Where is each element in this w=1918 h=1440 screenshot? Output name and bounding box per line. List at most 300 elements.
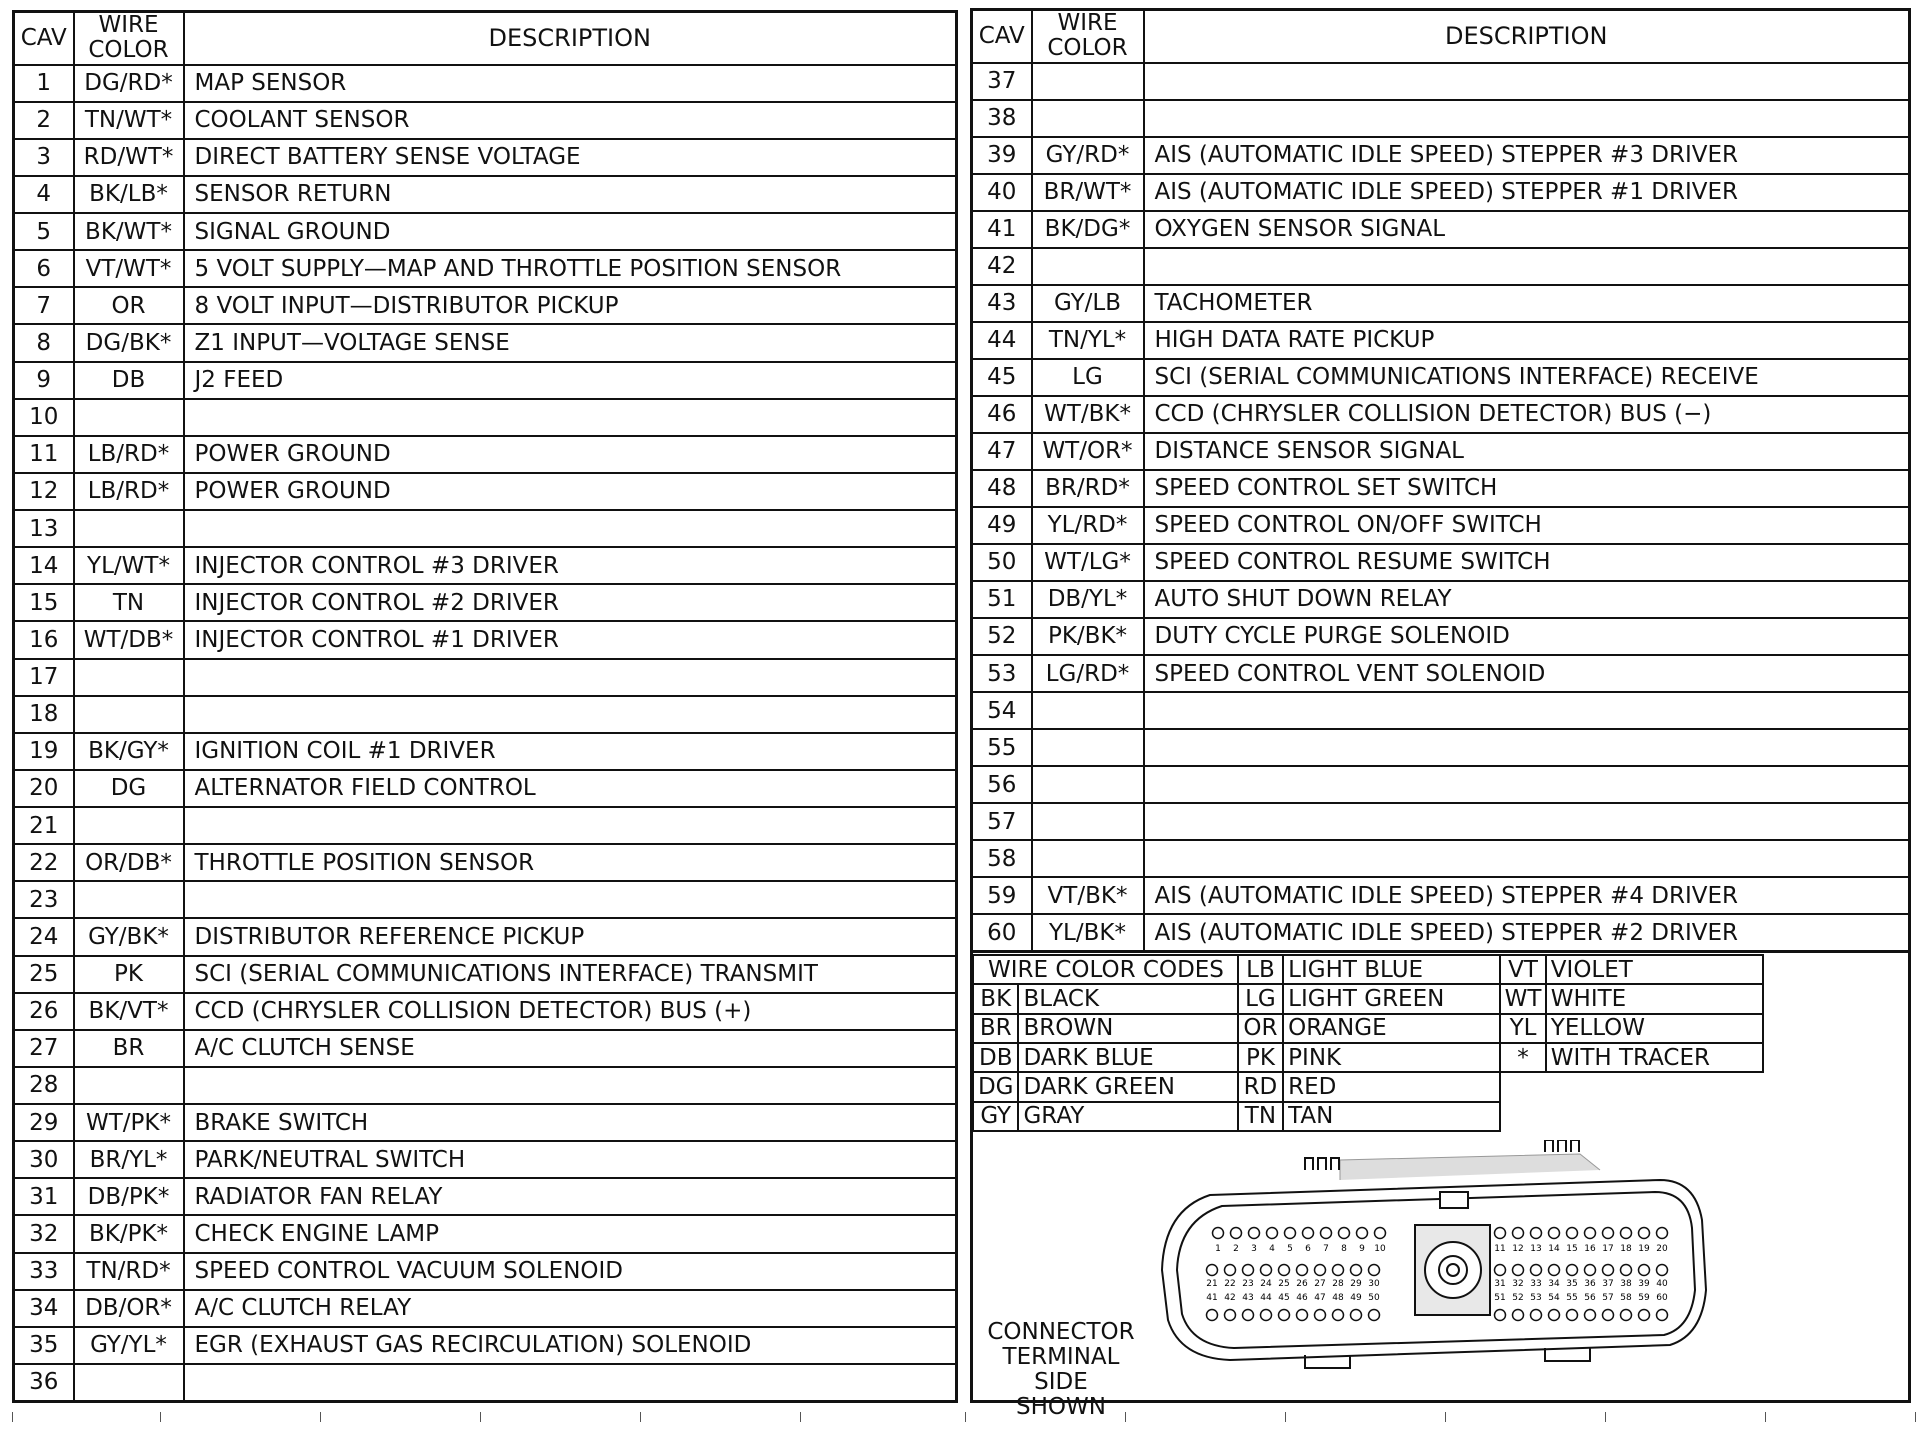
- legend-code: TN: [1238, 1102, 1283, 1131]
- table-row: [972, 396, 1910, 433]
- table-row: [14, 473, 957, 510]
- description-cell: SPEED CONTROL VENT SOLENOID: [1144, 655, 1910, 692]
- table-row: [972, 692, 1910, 729]
- table-row: [14, 102, 957, 139]
- description-cell: A/C CLUTCH RELAY: [184, 1290, 957, 1327]
- cav-cell: 24: [14, 918, 74, 955]
- edge-tick: [1915, 1412, 1916, 1422]
- cav-cell: 4: [14, 176, 74, 213]
- wire-color-cell: TN: [74, 584, 184, 621]
- wire-color-cell: [1032, 692, 1144, 729]
- cav-cell: 18: [14, 696, 74, 733]
- pin-number: 56: [1584, 1293, 1596, 1303]
- pin-number: 8: [1341, 1244, 1347, 1254]
- table-row: [14, 213, 957, 250]
- pin-hole: [1495, 1265, 1506, 1276]
- cav-cell: 12: [14, 473, 74, 510]
- table-row: [14, 1104, 957, 1141]
- table-row: [14, 139, 957, 176]
- table-row: [972, 877, 1910, 914]
- cav-cell: 54: [972, 692, 1032, 729]
- pin-number: 6: [1305, 1244, 1311, 1254]
- wire-color-cell: BR/WT*: [1032, 174, 1144, 211]
- legend-code: VT: [1500, 955, 1545, 984]
- cav-cell: 31: [14, 1178, 74, 1215]
- cav-cell: 10: [14, 399, 74, 436]
- table-row: [14, 807, 957, 844]
- cav-cell: 5: [14, 213, 74, 250]
- description-cell: EGR (EXHAUST GAS RECIRCULATION) SOLENOID: [184, 1327, 957, 1364]
- legend-color-name: BLACK: [1018, 984, 1237, 1013]
- wire-color-cell: YL/BK*: [1032, 914, 1144, 951]
- pin-number: 50: [1368, 1293, 1380, 1303]
- pin-number: 45: [1278, 1293, 1290, 1303]
- cav-cell: 15: [14, 584, 74, 621]
- pin-number: 23: [1242, 1279, 1254, 1289]
- pin-number: 46: [1296, 1293, 1308, 1303]
- wire-color-cell: VT/BK*: [1032, 877, 1144, 914]
- cav-cell: 38: [972, 100, 1032, 137]
- legend-color-name: TAN: [1283, 1102, 1500, 1131]
- pin-number: 1: [1215, 1244, 1221, 1254]
- table-row: [972, 433, 1910, 470]
- pin-hole: [1549, 1265, 1560, 1276]
- table-row: [972, 914, 1910, 951]
- description-cell: SPEED CONTROL SET SWITCH: [1144, 470, 1910, 507]
- description-cell: HIGH DATA RATE PICKUP: [1144, 322, 1910, 359]
- cav-cell: 26: [14, 993, 74, 1030]
- table-row: [972, 544, 1910, 581]
- wire-header-line1: WIRE: [98, 12, 159, 39]
- table-row: [972, 618, 1910, 655]
- description-cell: 5 VOLT SUPPLY—MAP AND THROTTLE POSITION SENSOR: [184, 250, 957, 287]
- description-cell: [184, 1067, 957, 1104]
- pin-hole: [1567, 1310, 1578, 1321]
- cav-cell: 8: [14, 324, 74, 361]
- pin-hole: [1267, 1228, 1278, 1239]
- cav-cell: 43: [972, 285, 1032, 322]
- edge-tick: [1605, 1412, 1606, 1422]
- pinout-table-left: [12, 10, 958, 1403]
- wire-color-cell: BK/GY*: [74, 733, 184, 770]
- wire-color-cell: [74, 399, 184, 436]
- cav-cell: 25: [14, 956, 74, 993]
- wire-color-cell: [74, 696, 184, 733]
- pin-number: 16: [1584, 1244, 1596, 1254]
- legend-code: LB: [1238, 955, 1283, 984]
- cav-cell: 41: [972, 211, 1032, 248]
- pin-number: 20: [1656, 1244, 1668, 1254]
- pin-number: 43: [1242, 1293, 1254, 1303]
- pin-hole: [1639, 1228, 1650, 1239]
- table-row: [14, 918, 957, 955]
- edge-tick: [320, 1412, 321, 1422]
- wire-color-cell: GY/BK*: [74, 918, 184, 955]
- pin-number: 21: [1206, 1279, 1218, 1289]
- cav-cell: 11: [14, 436, 74, 473]
- table-row: [14, 1327, 957, 1364]
- legend-color-name: DARK GREEN: [1018, 1072, 1237, 1101]
- description-cell: [184, 807, 957, 844]
- cav-cell: 55: [972, 729, 1032, 766]
- description-cell: AUTO SHUT DOWN RELAY: [1144, 581, 1910, 618]
- cav-cell: 23: [14, 881, 74, 918]
- pin-number: 17: [1602, 1244, 1614, 1254]
- table-row: [972, 322, 1910, 359]
- wire-color-cell: [1032, 248, 1144, 285]
- cav-cell: 6: [14, 250, 74, 287]
- table-row: [972, 840, 1910, 877]
- cav-cell: 60: [972, 914, 1032, 951]
- cav-header: CAV: [14, 12, 74, 65]
- description-cell: TACHOMETER: [1144, 285, 1910, 322]
- pin-number: 26: [1296, 1279, 1308, 1289]
- table-row: [14, 510, 957, 547]
- wire-color-cell: WT/DB*: [74, 621, 184, 658]
- description-cell: CHECK ENGINE LAMP: [184, 1215, 957, 1252]
- table-header-row: [14, 12, 957, 65]
- description-cell: DUTY CYCLE PURGE SOLENOID: [1144, 618, 1910, 655]
- pin-hole: [1531, 1265, 1542, 1276]
- table-row: [14, 881, 957, 918]
- table-row: [14, 1178, 957, 1215]
- description-cell: SCI (SERIAL COMMUNICATIONS INTERFACE) TRANSMIT: [184, 956, 957, 993]
- pin-number: 3: [1251, 1244, 1257, 1254]
- description-cell: [1144, 729, 1910, 766]
- cav-cell: 40: [972, 174, 1032, 211]
- pin-hole: [1243, 1310, 1254, 1321]
- pin-number: 25: [1278, 1279, 1290, 1289]
- cav-cell: 37: [972, 63, 1032, 100]
- legend-color-name: ORANGE: [1283, 1014, 1500, 1043]
- cav-cell: 48: [972, 470, 1032, 507]
- connector-body: [1162, 1140, 1706, 1368]
- cav-cell: 1: [14, 65, 74, 102]
- cav-cell: 29: [14, 1104, 74, 1141]
- description-cell: [184, 696, 957, 733]
- description-cell: 8 VOLT INPUT—DISTRIBUTOR PICKUP: [184, 287, 957, 324]
- description-cell: COOLANT SENSOR: [184, 102, 957, 139]
- wire-header-line2: COLOR: [88, 37, 169, 64]
- description-cell: POWER GROUND: [184, 436, 957, 473]
- pin-hole: [1621, 1310, 1632, 1321]
- pin-hole: [1357, 1228, 1368, 1239]
- pin-hole: [1303, 1228, 1314, 1239]
- pin-number: 59: [1638, 1293, 1650, 1303]
- caption-line: SHOWN: [1016, 1394, 1106, 1420]
- legend-row: [973, 1072, 1763, 1101]
- table-row: [972, 137, 1910, 174]
- description-cell: SENSOR RETURN: [184, 176, 957, 213]
- description-cell: SPEED CONTROL ON/OFF SWITCH: [1144, 507, 1910, 544]
- legend-row: [973, 984, 1763, 1013]
- wire-color-cell: WT/LG*: [1032, 544, 1144, 581]
- legend-row: [973, 1043, 1763, 1072]
- pin-number: 22: [1224, 1279, 1236, 1289]
- page-edge-ticks: [0, 1412, 1918, 1426]
- edge-tick: [800, 1412, 801, 1422]
- pin-number: 42: [1224, 1293, 1236, 1303]
- pin-number: 38: [1620, 1279, 1632, 1289]
- table-row: [972, 803, 1910, 840]
- table-row: [972, 655, 1910, 692]
- cav-cell: 27: [14, 1030, 74, 1067]
- pin-number: 53: [1530, 1293, 1542, 1303]
- pin-hole: [1603, 1228, 1614, 1239]
- cav-cell: 28: [14, 1067, 74, 1104]
- legend-code: DB: [973, 1043, 1018, 1072]
- table-row: [972, 470, 1910, 507]
- cav-cell: 42: [972, 248, 1032, 285]
- wire-color-cell: [74, 659, 184, 696]
- wire-color-cell: RD/WT*: [74, 139, 184, 176]
- pin-hole: [1369, 1265, 1380, 1276]
- legend-color-name: DARK BLUE: [1018, 1043, 1237, 1072]
- wire-color-cell: PK: [74, 956, 184, 993]
- cav-cell: 14: [14, 547, 74, 584]
- wire-color-cell: [74, 1364, 184, 1402]
- description-cell: SPEED CONTROL RESUME SWITCH: [1144, 544, 1910, 581]
- legend-row: [973, 1102, 1763, 1131]
- pin-number: 28: [1332, 1279, 1344, 1289]
- table-row: [14, 621, 957, 658]
- wire-color-cell: BR/YL*: [74, 1141, 184, 1178]
- wire-color-cell: WT/BK*: [1032, 396, 1144, 433]
- table-row: [14, 436, 957, 473]
- pin-hole: [1531, 1310, 1542, 1321]
- pin-hole: [1351, 1265, 1362, 1276]
- pin-hole: [1567, 1265, 1578, 1276]
- connector-caption: [976, 1320, 1146, 1420]
- description-cell: AIS (AUTOMATIC IDLE SPEED) STEPPER #4 DRIVER: [1144, 877, 1910, 914]
- pin-number: 24: [1260, 1279, 1272, 1289]
- wire-color-cell: WT/OR*: [1032, 433, 1144, 470]
- pin-number: 48: [1332, 1293, 1344, 1303]
- cav-cell: 33: [14, 1253, 74, 1290]
- legend-code: *: [1500, 1043, 1545, 1072]
- description-cell: A/C CLUTCH SENSE: [184, 1030, 957, 1067]
- cav-cell: 17: [14, 659, 74, 696]
- description-cell: INJECTOR CONTROL #1 DRIVER: [184, 621, 957, 658]
- pin-number: 35: [1566, 1279, 1578, 1289]
- pin-hole: [1231, 1228, 1242, 1239]
- pin-number: 37: [1602, 1279, 1614, 1289]
- description-cell: [1144, 766, 1910, 803]
- pin-hole: [1315, 1310, 1326, 1321]
- cav-cell: 56: [972, 766, 1032, 803]
- table-row: [14, 584, 957, 621]
- table-row: [14, 287, 957, 324]
- description-cell: [1144, 692, 1910, 729]
- cav-cell: 47: [972, 433, 1032, 470]
- pinout-rows-left: [14, 65, 957, 1402]
- description-cell: SPEED CONTROL VACUUM SOLENOID: [184, 1253, 957, 1290]
- pin-hole: [1585, 1228, 1596, 1239]
- pin-number: 18: [1620, 1244, 1632, 1254]
- table-row: [972, 507, 1910, 544]
- description-cell: [1144, 803, 1910, 840]
- wire-color-cell: [1032, 803, 1144, 840]
- table-row: [14, 770, 957, 807]
- wire-color-cell: GY/LB: [1032, 285, 1144, 322]
- pin-number: 41: [1206, 1293, 1218, 1303]
- description-cell: AIS (AUTOMATIC IDLE SPEED) STEPPER #3 DRIVER: [1144, 137, 1910, 174]
- table-row: [14, 362, 957, 399]
- wire-color-cell: YL/WT*: [74, 547, 184, 584]
- table-row: [14, 1215, 957, 1252]
- legend-color-name: BROWN: [1018, 1014, 1237, 1043]
- legend-color-name: WHITE: [1546, 984, 1763, 1013]
- pin-number: 58: [1620, 1293, 1632, 1303]
- legend-code: LG: [1238, 984, 1283, 1013]
- table-row: [972, 248, 1910, 285]
- pin-hole: [1225, 1265, 1236, 1276]
- pin-hole: [1333, 1310, 1344, 1321]
- pin-number: 27: [1314, 1279, 1326, 1289]
- pin-number: 2: [1233, 1244, 1239, 1254]
- pin-hole: [1657, 1265, 1668, 1276]
- pin-hole: [1333, 1265, 1344, 1276]
- table-row: [14, 1067, 957, 1104]
- pin-hole: [1369, 1310, 1380, 1321]
- pin-hole: [1513, 1310, 1524, 1321]
- pin-hole: [1207, 1265, 1218, 1276]
- pin-hole: [1285, 1228, 1296, 1239]
- wire-color-cell: VT/WT*: [74, 250, 184, 287]
- description-cell: IGNITION COIL #1 DRIVER: [184, 733, 957, 770]
- cav-cell: 45: [972, 359, 1032, 396]
- wire-color-cell: [1032, 729, 1144, 766]
- pin-hole: [1567, 1228, 1578, 1239]
- legend-code: BK: [973, 984, 1018, 1013]
- legend-code: PK: [1238, 1043, 1283, 1072]
- pin-hole: [1603, 1265, 1614, 1276]
- pin-number: 54: [1548, 1293, 1560, 1303]
- description-cell: DIRECT BATTERY SENSE VOLTAGE: [184, 139, 957, 176]
- legend-color-name: GRAY: [1018, 1102, 1237, 1131]
- pin-hole: [1351, 1310, 1362, 1321]
- legend-color-name: PINK: [1283, 1043, 1500, 1072]
- wire-color-cell: DG/RD*: [74, 65, 184, 102]
- legend-color-name: RED: [1283, 1072, 1500, 1101]
- pin-number: 4: [1269, 1244, 1275, 1254]
- edge-tick: [640, 1412, 641, 1422]
- pin-hole: [1621, 1265, 1632, 1276]
- table-row: [14, 250, 957, 287]
- wire-color-legend: [972, 954, 1764, 1132]
- wire-color-cell: [1032, 100, 1144, 137]
- wire-color-cell: DG/BK*: [74, 324, 184, 361]
- pin-number: 51: [1494, 1293, 1506, 1303]
- description-cell: Z1 INPUT—VOLTAGE SENSE: [184, 324, 957, 361]
- edge-tick: [160, 1412, 161, 1422]
- cav-cell: 9: [14, 362, 74, 399]
- description-cell: CCD (CHRYSLER COLLISION DETECTOR) BUS (+): [184, 993, 957, 1030]
- pin-hole: [1531, 1228, 1542, 1239]
- description-cell: [1144, 840, 1910, 877]
- legend-code: BR: [973, 1014, 1018, 1043]
- edge-tick: [1445, 1412, 1446, 1422]
- pin-hole: [1213, 1228, 1224, 1239]
- table-row: [14, 1253, 957, 1290]
- cav-cell: 44: [972, 322, 1032, 359]
- table-row: [14, 1030, 957, 1067]
- cav-cell: 30: [14, 1141, 74, 1178]
- description-cell: [184, 881, 957, 918]
- wire-color-cell: DB/PK*: [74, 1178, 184, 1215]
- table-row: [972, 100, 1910, 137]
- legend-title: WIRE COLOR CODES: [973, 955, 1238, 984]
- pin-number: 39: [1638, 1279, 1650, 1289]
- table-row: [14, 993, 957, 1030]
- pin-hole: [1513, 1265, 1524, 1276]
- table-row: [972, 174, 1910, 211]
- wire-color-cell: BK/VT*: [74, 993, 184, 1030]
- table-row: [14, 696, 957, 733]
- pin-number: 29: [1350, 1279, 1362, 1289]
- wire-color-cell: LB/RD*: [74, 436, 184, 473]
- wire-color-cell: BR: [74, 1030, 184, 1067]
- wire-color-cell: BK/WT*: [74, 213, 184, 250]
- wire-color-cell: YL/RD*: [1032, 507, 1144, 544]
- table-row: [14, 65, 957, 102]
- description-cell: [184, 1364, 957, 1402]
- pin-number: 13: [1530, 1244, 1542, 1254]
- description-cell: SCI (SERIAL COMMUNICATIONS INTERFACE) RECEIVE: [1144, 359, 1910, 396]
- description-cell: [184, 510, 957, 547]
- cav-cell: 32: [14, 1215, 74, 1252]
- pin-number: 14: [1548, 1244, 1560, 1254]
- legend-code: YL: [1500, 1014, 1545, 1043]
- table-row: [14, 844, 957, 881]
- wire-color-cell: DB: [74, 362, 184, 399]
- pin-hole: [1585, 1265, 1596, 1276]
- table-row: [14, 176, 957, 213]
- legend-color-name: VIOLET: [1546, 955, 1763, 984]
- pin-number: 44: [1260, 1293, 1272, 1303]
- cav-cell: 39: [972, 137, 1032, 174]
- connector-diagram: [1150, 1140, 1710, 1380]
- table-row: [14, 324, 957, 361]
- pin-number: 60: [1656, 1293, 1668, 1303]
- cav-cell: 59: [972, 877, 1032, 914]
- cav-cell: 20: [14, 770, 74, 807]
- description-cell: OXYGEN SENSOR SIGNAL: [1144, 211, 1910, 248]
- caption-line: TERMINAL SIDE: [1002, 1344, 1120, 1395]
- cav-cell: 22: [14, 844, 74, 881]
- legend-row: [973, 955, 1763, 984]
- wire-color-cell: BK/DG*: [1032, 211, 1144, 248]
- table-row: [14, 956, 957, 993]
- pin-number: 47: [1314, 1293, 1326, 1303]
- wire-color-cell: TN/WT*: [74, 102, 184, 139]
- wire-color-cell: WT/PK*: [74, 1104, 184, 1141]
- pin-hole: [1657, 1310, 1668, 1321]
- cav-cell: 58: [972, 840, 1032, 877]
- cav-cell: 51: [972, 581, 1032, 618]
- table-row: [14, 1364, 957, 1402]
- cav-header: CAV: [972, 10, 1032, 63]
- table-row: [14, 733, 957, 770]
- table-row: [14, 547, 957, 584]
- pin-hole: [1249, 1228, 1260, 1239]
- description-cell: [1144, 248, 1910, 285]
- pin-hole: [1297, 1310, 1308, 1321]
- description-cell: CCD (CHRYSLER COLLISION DETECTOR) BUS (−): [1144, 396, 1910, 433]
- table-row: [14, 659, 957, 696]
- pin-hole: [1375, 1228, 1386, 1239]
- edge-tick: [12, 1412, 13, 1422]
